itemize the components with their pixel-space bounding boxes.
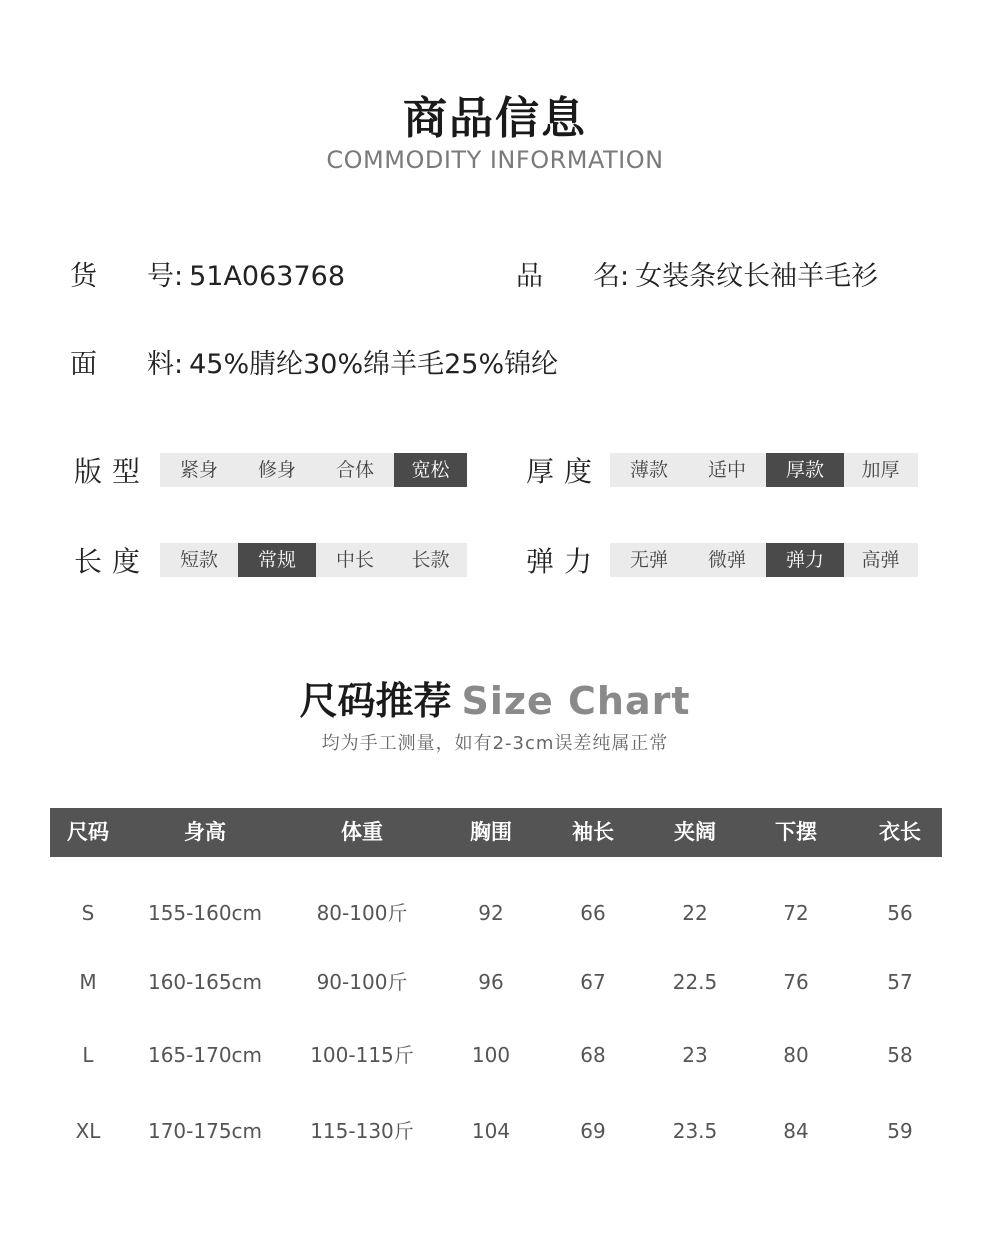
table-header-cell: 衣长 xyxy=(879,820,921,844)
attr-option: 适中 xyxy=(707,459,746,481)
table-cell: 80 xyxy=(783,1043,809,1067)
table-header-cell: 身高 xyxy=(184,820,226,844)
table-cell: 92 xyxy=(478,901,504,925)
table-header-cell: 胸围 xyxy=(470,820,512,844)
table-cell: 160-165cm xyxy=(147,970,263,994)
table-cell: 59 xyxy=(887,1119,913,1143)
table-row xyxy=(50,893,942,933)
table-cell: L xyxy=(82,1043,94,1067)
attr-option: 无弹 xyxy=(629,549,668,571)
info-colon: : xyxy=(174,261,184,292)
table-cell: 90-100斤 xyxy=(316,970,408,994)
attr-option: 薄款 xyxy=(629,459,668,481)
table-cell: 22 xyxy=(682,901,708,925)
table-cell: XL xyxy=(75,1119,101,1143)
info-colon: : xyxy=(174,349,184,380)
attr-option: 修身 xyxy=(257,459,296,481)
table-cell: 56 xyxy=(887,901,913,925)
attr-option: 加厚 xyxy=(861,459,900,481)
table-cell: S xyxy=(81,901,95,925)
info-colon: : xyxy=(620,261,630,292)
table-cell: 23 xyxy=(682,1043,708,1067)
attr-option: 合体 xyxy=(335,459,374,481)
info-value: 45%腈纶30%绵羊毛25%锦纶 xyxy=(189,349,559,380)
info-label: 品 名 xyxy=(516,261,620,292)
info-label: 货 号 xyxy=(70,261,174,292)
table-row xyxy=(50,962,942,1002)
table-cell: 66 xyxy=(580,901,606,925)
table-cell: 67 xyxy=(580,970,606,994)
attr-options-elasticity xyxy=(610,543,918,577)
page-subtitle: COMMODITY INFORMATION xyxy=(326,146,664,174)
table-cell: 100 xyxy=(471,1043,511,1067)
attr-option: 弹力 xyxy=(766,543,844,577)
table-cell: 84 xyxy=(783,1119,809,1143)
table-header-cell: 尺码 xyxy=(67,820,109,844)
table-cell: 104 xyxy=(471,1119,511,1143)
attr-option: 常规 xyxy=(238,543,316,577)
size-chart-note: 均为手工测量，如有2-3cm误差纯属正常 xyxy=(321,733,669,754)
attr-label-fit: 版型 xyxy=(74,455,151,488)
table-header-cell: 体重 xyxy=(341,820,383,844)
table-cell: 165-170cm xyxy=(147,1043,263,1067)
info-value: 51A063768 xyxy=(189,261,346,292)
attr-option: 紧身 xyxy=(179,459,218,481)
table-header-cell: 夹阔 xyxy=(674,820,716,844)
table-cell: 170-175cm xyxy=(147,1119,263,1143)
attr-option: 高弹 xyxy=(861,549,900,571)
table-header-cell: 袖长 xyxy=(572,820,614,844)
attr-label-elasticity: 弹力 xyxy=(526,545,603,578)
info-label: 面 料 xyxy=(70,349,174,380)
attr-option: 厚款 xyxy=(766,453,844,487)
table-row xyxy=(50,1111,942,1151)
table-cell: 76 xyxy=(783,970,809,994)
attr-options-thickness xyxy=(610,453,918,487)
table-row xyxy=(50,1035,942,1075)
table-header-cell: 下摆 xyxy=(775,820,817,844)
page-title: 商品信息 xyxy=(403,93,587,144)
attr-option: 宽松 xyxy=(394,453,467,487)
size-chart-title-en: Size Chart xyxy=(461,679,691,723)
table-cell: 115-130斤 xyxy=(310,1119,414,1143)
table-cell: 72 xyxy=(783,901,809,925)
table-cell: 80-100斤 xyxy=(316,901,408,925)
table-cell: 155-160cm xyxy=(147,901,263,925)
attr-option: 短款 xyxy=(179,549,218,571)
size-chart-title-cn: 尺码推荐 xyxy=(299,679,452,723)
table-cell: M xyxy=(79,970,97,994)
attr-option: 微弹 xyxy=(707,549,746,571)
table-cell: 22.5 xyxy=(672,970,718,994)
table-cell: 69 xyxy=(580,1119,606,1143)
table-cell: 96 xyxy=(478,970,504,994)
table-cell: 68 xyxy=(580,1043,606,1067)
attr-label-thickness: 厚度 xyxy=(526,455,603,488)
attr-option: 中长 xyxy=(335,549,374,571)
attr-options-fit xyxy=(160,453,467,487)
table-cell: 57 xyxy=(887,970,913,994)
table-cell: 23.5 xyxy=(672,1119,718,1143)
attr-options-length xyxy=(160,543,467,577)
info-material xyxy=(70,342,558,381)
info-value: 女装条纹长袖羊毛衫 xyxy=(635,261,879,292)
attr-label-length: 长度 xyxy=(74,545,151,578)
size-table-header xyxy=(50,808,942,857)
table-cell: 100-115斤 xyxy=(310,1043,414,1067)
info-product-name xyxy=(516,254,878,293)
table-cell: 58 xyxy=(887,1043,913,1067)
attr-option: 长款 xyxy=(411,549,450,571)
size-chart-title xyxy=(0,670,990,725)
info-item-number xyxy=(70,254,345,293)
